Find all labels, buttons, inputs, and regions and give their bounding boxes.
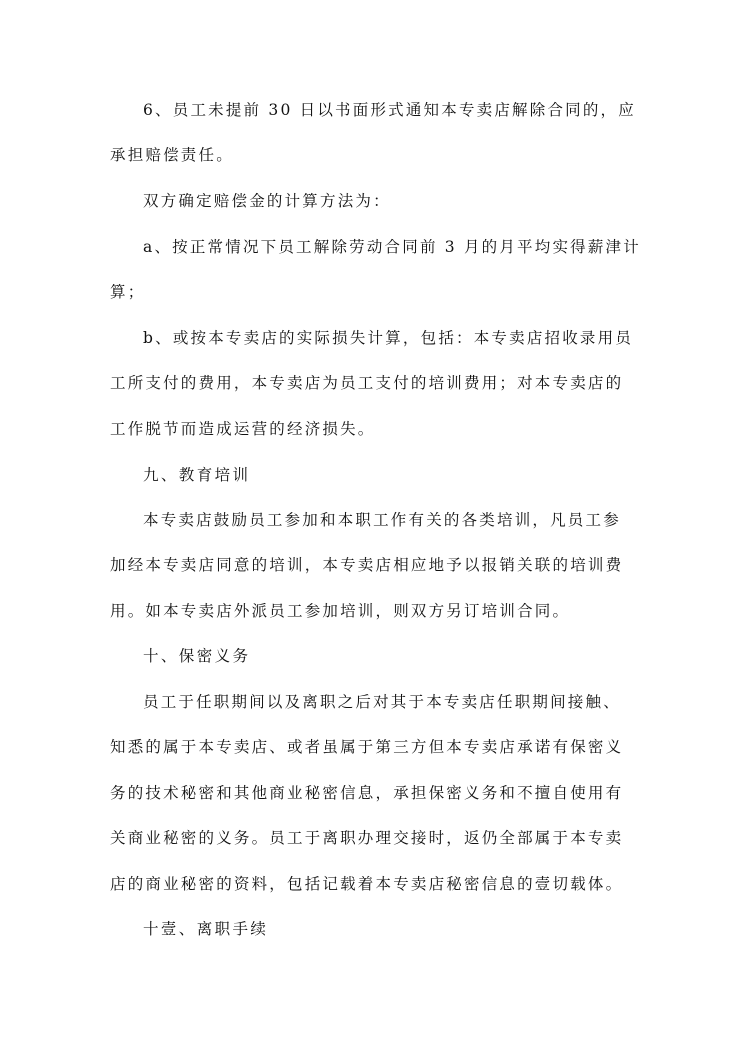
method-b-line-3: 工作脱节而造成运营的经济损失。 — [110, 420, 376, 438]
training-paragraph-line-1: 本专卖店鼓励员工参加和本职工作有关的各类培训，凡员工参 — [143, 511, 621, 529]
confidentiality-paragraph-line-4: 关商业秘密的义务。员工于离职办理交接时，返仍全部属于本专卖 — [110, 829, 624, 847]
section-heading-education-training: 九、教育培训 — [143, 466, 251, 484]
confidentiality-paragraph-line-1: 员工于任职期间以及离职之后对其于本专卖店任职期间接触、 — [143, 693, 621, 711]
method-b-line-2: 工所支付的费用，本专卖店为员工支付的培训费用；对本专卖店的 — [110, 374, 624, 392]
section-heading-confidentiality: 十、保密义务 — [143, 647, 251, 665]
confidentiality-paragraph-line-2: 知悉的属于本专卖店、或者虽属于第三方但本专卖店承诺有保密义 — [110, 738, 624, 756]
confidentiality-paragraph-line-5: 店的商业秘密的资料，包括记载着本专卖店秘密信息的壹切载体。 — [110, 875, 624, 893]
training-paragraph-line-3: 用。如本专卖店外派员工参加培训，则双方另订培训合同。 — [110, 602, 571, 620]
section-heading-resignation-procedures: 十壹、离职手续 — [143, 920, 269, 938]
method-a-line-2: 算； — [110, 283, 146, 301]
training-paragraph-line-2: 加经本专卖店同意的培训，本专卖店相应地予以报销关联的培训费 — [110, 556, 624, 574]
clause-6-line-1: 6、员工未提前 30 日以书面形式通知本专卖店解除合同的，应 — [143, 101, 636, 119]
method-b-line-1: b、或按本专卖店的实际损失计算，包括：本专卖店招收录用员 — [143, 329, 634, 347]
compensation-method-intro: 双方确定赔偿金的计算方法为： — [143, 192, 391, 210]
clause-6-line-2: 承担赔偿责任。 — [110, 146, 234, 164]
method-a-line-1: a、按正常情况下员工解除劳动合同前 3 月的月平均实得薪津计 — [143, 238, 641, 256]
confidentiality-paragraph-line-3: 务的技术秘密和其他商业秘密信息，承担保密义务和不擅自使用有 — [110, 784, 624, 802]
